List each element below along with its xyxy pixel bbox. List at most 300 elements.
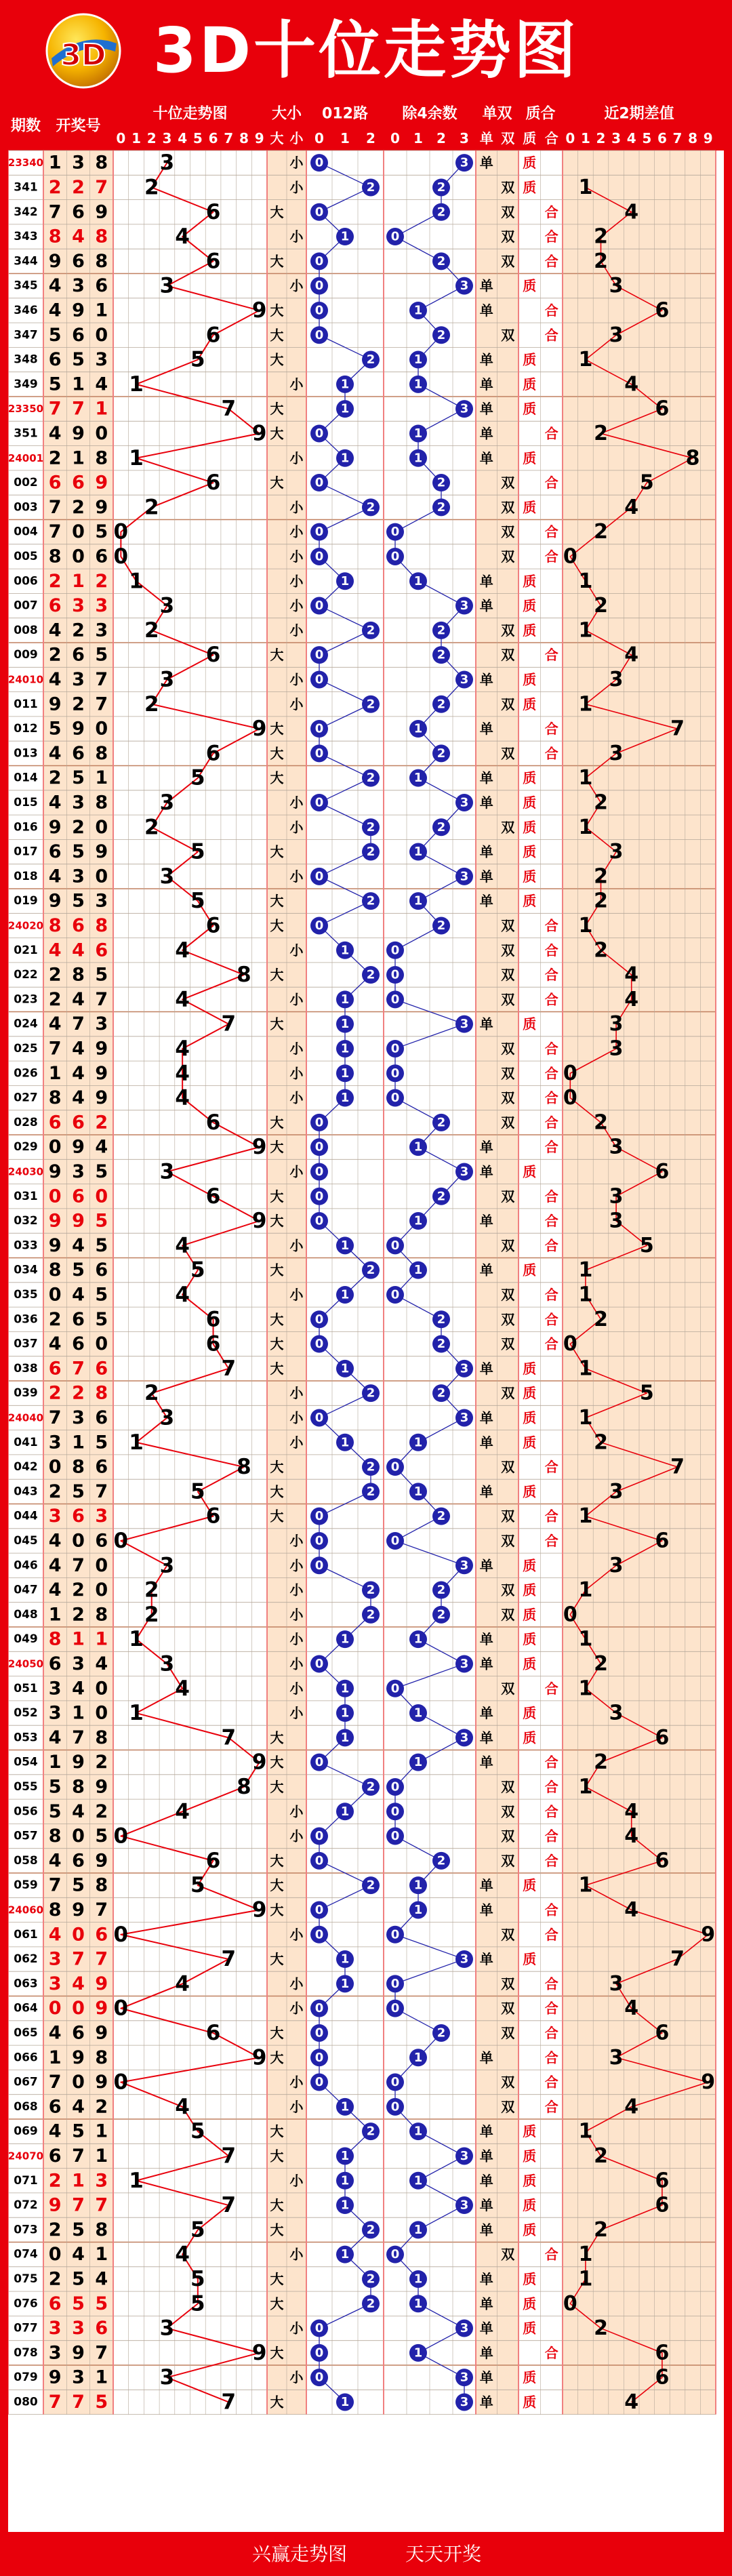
- period-label: 23350: [8, 403, 44, 416]
- route-sub-header: 2: [366, 130, 375, 146]
- tens-trend-point: 6: [205, 1184, 221, 1209]
- draw-digit: 1: [95, 398, 108, 420]
- draw-digit: 5: [72, 2120, 85, 2142]
- diff-point: 3: [609, 1184, 624, 1209]
- draw-digit: 1: [95, 767, 108, 789]
- size-mark: 大: [270, 327, 284, 344]
- diff-point: 3: [609, 1701, 624, 1725]
- period-label: 025: [14, 1041, 38, 1055]
- draw-digit: 0: [95, 1186, 108, 1207]
- composite-mark: 合: [544, 1803, 558, 1820]
- draw-digit: 4: [95, 374, 108, 395]
- draw-digit: 3: [48, 2318, 62, 2339]
- draw-digit: 0: [95, 1554, 108, 1576]
- period-label: 037: [14, 1337, 38, 1351]
- draw-digit: 0: [48, 1998, 62, 2019]
- period-label: 065: [14, 2026, 38, 2040]
- draw-digit: 1: [95, 300, 108, 321]
- draw-digit: 3: [95, 890, 108, 912]
- period-label: 007: [14, 599, 38, 613]
- diff-point: 2: [594, 224, 608, 249]
- route-ball-label: 2: [366, 1263, 375, 1278]
- tens-trend-point: 3: [159, 1553, 175, 1578]
- period-label: 009: [14, 648, 38, 662]
- draw-digit: 4: [72, 2244, 85, 2266]
- prime-mark: 质: [523, 1655, 537, 1672]
- draw-digit: 2: [48, 2219, 62, 2240]
- draw-digit: 0: [95, 1333, 108, 1355]
- size-mark: 小: [289, 1631, 304, 1648]
- tens-digit-header: 8: [239, 130, 249, 146]
- draw-digit: 8: [72, 1456, 85, 1478]
- tens-trend-point: 0: [113, 1996, 129, 2021]
- tens-trend-point: 6: [205, 249, 221, 274]
- size-mark: 小: [289, 2369, 304, 2386]
- size-mark: 大: [270, 1852, 284, 1869]
- tens-trend-point: 6: [205, 1110, 221, 1135]
- size-mark: 大: [270, 1459, 284, 1476]
- diff-point: 7: [670, 1455, 685, 1479]
- period-label: 008: [14, 623, 38, 637]
- size-mark: 大: [270, 1015, 284, 1032]
- mod4-ball-label: 0: [390, 1976, 400, 1991]
- composite-mark: 合: [544, 2000, 558, 2017]
- draw-digit: 6: [72, 1186, 85, 1207]
- size-mark: 小: [289, 1705, 304, 1722]
- draw-digit: 6: [95, 2318, 108, 2339]
- odd-even-mark: 单: [479, 302, 493, 319]
- composite-mark: 合: [544, 1065, 558, 1082]
- odd-even-mark: 双: [501, 327, 515, 344]
- odd-even-mark: 单: [479, 2123, 493, 2140]
- tens-digit-header: 9: [254, 130, 264, 146]
- diff-point: 3: [609, 840, 624, 864]
- composite-mark: 合: [544, 548, 558, 565]
- mod4-ball-label: 0: [390, 1091, 400, 1106]
- mod4-ball-label: 0: [390, 1681, 400, 1696]
- odd-even-mark: 单: [479, 1213, 493, 1230]
- diff-point: 3: [609, 1135, 624, 1159]
- route-ball-label: 0: [314, 303, 324, 318]
- odd-even-mark: 双: [501, 1459, 515, 1476]
- mod4-ball-label: 2: [436, 327, 446, 342]
- draw-digit: 8: [95, 1382, 108, 1404]
- mod4-ball-label: 2: [436, 180, 446, 195]
- draw-digit: 4: [72, 2096, 85, 2118]
- route-ball-label: 0: [314, 2346, 324, 2360]
- tens-trend-point: 4: [175, 1061, 190, 1086]
- draw-digit: 4: [48, 1530, 62, 1552]
- route-ball-label: 0: [314, 327, 324, 342]
- route-ball-label: 1: [340, 2394, 350, 2409]
- period-label: 041: [14, 1435, 38, 1449]
- draw-digit: 2: [48, 1308, 62, 1330]
- size-mark: 小: [289, 1286, 304, 1303]
- size-mark: 小: [289, 991, 304, 1008]
- tens-trend-point: 6: [205, 1307, 221, 1332]
- odd-even-mark: 单: [479, 1951, 493, 1968]
- period-label: 24060: [8, 1904, 44, 1916]
- mod4-ball-label: 2: [436, 205, 446, 220]
- period-label: 341: [14, 180, 38, 195]
- odd-even-mark: 双: [501, 523, 515, 540]
- tens-trend-point: 0: [113, 2070, 129, 2095]
- draw-digit: 2: [48, 964, 62, 986]
- draw-digit: 7: [95, 1481, 108, 1502]
- draw-digit: 4: [72, 1800, 85, 1822]
- draw-digit: 8: [95, 250, 108, 272]
- size-mark: 小: [289, 2320, 304, 2337]
- prime-mark: 质: [523, 2295, 537, 2312]
- draw-digit: 5: [72, 1481, 85, 1502]
- size-sub-header: 小: [289, 130, 304, 146]
- diff-point: 1: [578, 348, 593, 372]
- route-ball-label: 0: [314, 1164, 324, 1179]
- composite-mark: 合: [544, 991, 558, 1008]
- tens-trend-point: 3: [159, 150, 175, 176]
- diff-point: 1: [578, 692, 593, 717]
- route-ball-label: 1: [340, 1066, 350, 1081]
- tens-trend-point: 9: [251, 717, 267, 742]
- draw-digit: 7: [95, 1948, 108, 1970]
- period-label: 039: [14, 1386, 38, 1401]
- tens-trend-point: 7: [221, 2193, 237, 2218]
- size-mark: 大: [270, 1901, 284, 1918]
- composite-mark: 合: [544, 425, 558, 442]
- mod4-ball-label: 3: [460, 1410, 469, 1425]
- period-label: 016: [14, 820, 38, 834]
- diff-point: 1: [578, 569, 593, 593]
- odd-even-mark: 单: [479, 425, 493, 442]
- draw-digit: 3: [48, 1948, 62, 1970]
- diff-point: 4: [624, 200, 639, 224]
- diff-point: 6: [655, 1159, 670, 1184]
- diff-point: 2: [594, 790, 608, 815]
- route-ball-label: 2: [366, 1607, 375, 1622]
- mod4-ball-label: 3: [460, 1164, 469, 1179]
- tens-trend-point: 0: [113, 544, 129, 569]
- size-mark: 大: [270, 2197, 284, 2214]
- route-ball-label: 0: [314, 279, 324, 294]
- draw-digit: 6: [72, 1506, 85, 1527]
- prime-mark: 质: [523, 2270, 537, 2287]
- odd-even-mark: 双: [501, 1385, 515, 1402]
- draw-digit: 4: [48, 866, 62, 887]
- draw-digit: 3: [95, 349, 108, 371]
- diff-point: 9: [701, 1923, 716, 1947]
- draw-digit: 3: [72, 2318, 85, 2339]
- period-label: 058: [14, 1853, 38, 1868]
- prime-mark: 质: [523, 1385, 537, 1402]
- size-mark: 小: [289, 449, 304, 466]
- tens-digit-header: 6: [208, 130, 218, 146]
- size-mark: 大: [270, 1778, 284, 1795]
- tens-trend-point: 9: [251, 2340, 267, 2365]
- draw-digit: 2: [72, 1579, 85, 1601]
- period-label: 071: [14, 2173, 38, 2188]
- odd-even-mark: 双: [501, 967, 515, 984]
- tens-trend-point: 5: [190, 2119, 205, 2144]
- period-label: 24040: [8, 1411, 44, 1424]
- diff-point: 2: [594, 2144, 608, 2168]
- draw-digit: 7: [95, 2342, 108, 2364]
- size-mark: 小: [289, 1828, 304, 1845]
- draw-digit: 9: [48, 2367, 62, 2388]
- period-label: 24010: [8, 673, 44, 686]
- draw-digit: 2: [72, 1382, 85, 1404]
- tens-trend-point: 8: [237, 1774, 251, 1799]
- size-mark: 小: [289, 597, 304, 614]
- route-ball-label: 0: [314, 746, 324, 761]
- diff-point: 2: [594, 249, 608, 273]
- draw-digit: 3: [72, 275, 85, 297]
- diff-point: 4: [624, 495, 639, 519]
- size-mark: 大: [270, 893, 284, 910]
- mod4-ball-label: 1: [413, 1902, 423, 1917]
- tens-trend-point: 6: [205, 913, 221, 938]
- draw-digit: 4: [48, 792, 62, 813]
- size-mark: 大: [270, 2148, 284, 2165]
- draw-digit: 9: [48, 250, 62, 272]
- draw-digit: 6: [48, 2293, 62, 2314]
- draw-digit: 7: [48, 1407, 62, 1428]
- draw-digit: 8: [48, 914, 62, 936]
- draw-digit: 6: [72, 644, 85, 666]
- draw-digit: 2: [95, 1112, 108, 1133]
- draw-digit: 4: [48, 1924, 62, 1946]
- draw-digit: 6: [95, 1924, 108, 1946]
- draw-digit: 5: [95, 1284, 108, 1306]
- period-label: 052: [14, 1706, 38, 1720]
- draw-digit: 3: [95, 620, 108, 641]
- size-mark: 小: [289, 2074, 304, 2091]
- odd-even-mark: 单: [479, 2344, 493, 2361]
- route-ball-label: 2: [366, 893, 375, 908]
- route-ball-label: 0: [314, 2001, 324, 2016]
- draw-digit: 0: [48, 1136, 62, 1158]
- draw-digit: 1: [48, 1604, 62, 1626]
- tens-trend-point: 3: [159, 790, 175, 815]
- draw-digit: 8: [72, 1776, 85, 1798]
- diff-digit-header: 6: [657, 130, 667, 146]
- draw-digit: 7: [72, 1554, 85, 1576]
- period-label: 064: [14, 2001, 38, 2015]
- size-mark: 大: [270, 2024, 284, 2041]
- mod4-ball-label: 3: [460, 401, 469, 416]
- period-label: 051: [14, 1681, 38, 1695]
- period-label: 347: [14, 328, 38, 342]
- draw-digit: 5: [95, 1308, 108, 1330]
- period-label: 24001: [8, 451, 44, 464]
- odd-even-mark: 双: [501, 1335, 515, 1352]
- period-label: 056: [14, 1805, 38, 1819]
- mod4-ball-label: 0: [390, 1533, 400, 1548]
- period-label: 074: [14, 2247, 38, 2261]
- tens-trend-point: 4: [175, 1676, 190, 1701]
- composite-mark: 合: [544, 967, 558, 984]
- size-mark: 大: [270, 302, 284, 319]
- diff-point: 6: [655, 2341, 670, 2365]
- draw-digit: 5: [95, 1826, 108, 1847]
- odd-even-mark: 双: [501, 179, 515, 196]
- draw-digit: 5: [95, 964, 108, 986]
- tens-trend-point: 6: [205, 2020, 221, 2045]
- draw-digit: 7: [72, 1013, 85, 1035]
- mod4-ball-label: 2: [436, 697, 446, 712]
- mod4-ball-label: 0: [390, 2075, 400, 2090]
- route-ball-label: 2: [366, 845, 375, 860]
- odd-even-mark: 单: [479, 1163, 493, 1180]
- mod4-ball-label: 0: [390, 2247, 400, 2262]
- draw-digit: 9: [95, 1776, 108, 1798]
- draw-digit: 9: [95, 841, 108, 863]
- odd-even-mark: 单: [479, 1557, 493, 1574]
- draw-digit: 4: [72, 1038, 85, 1060]
- prime-mark: 质: [523, 1557, 537, 1574]
- tens-digit-header: 1: [131, 130, 142, 146]
- draw-digit: 8: [95, 792, 108, 813]
- mod4-ball-label: 1: [413, 2173, 423, 2188]
- diff-point: 6: [655, 1529, 670, 1553]
- draw-digit: 5: [72, 349, 85, 371]
- size-mark: 大: [270, 917, 284, 934]
- mod4-ball-label: 0: [390, 549, 400, 564]
- draw-digit: 2: [95, 1800, 108, 1822]
- tens-trend-point: 7: [221, 1947, 237, 1972]
- mod4-sub-header: 1: [413, 130, 423, 146]
- route-ball-label: 0: [314, 918, 324, 933]
- period-label: 078: [14, 2346, 38, 2360]
- tens-trend-point: 5: [190, 1479, 205, 1504]
- draw-digit: 0: [95, 324, 108, 346]
- odd-even-mark: 双: [501, 1114, 515, 1131]
- route-sub-header: 0: [314, 130, 324, 146]
- draw-digit: 3: [95, 1013, 108, 1035]
- mod4-ball-label: 1: [413, 303, 423, 318]
- draw-digit: 7: [72, 2391, 85, 2413]
- draw-digit: 9: [95, 2072, 108, 2093]
- tens-trend-point: 1: [129, 445, 144, 470]
- draw-digit: 9: [72, 1899, 85, 1920]
- draw-digit: 9: [95, 1038, 108, 1060]
- draw-digit: 6: [48, 1112, 62, 1133]
- draw-digit: 3: [72, 152, 85, 174]
- period-label: 351: [14, 426, 38, 441]
- period-label: 027: [14, 1091, 38, 1105]
- mod4-ball-label: 1: [413, 2222, 423, 2237]
- draw-digit: 4: [48, 742, 62, 764]
- mod4-ball-label: 2: [436, 1583, 446, 1598]
- draw-digit: 1: [72, 570, 85, 592]
- tens-trend-point: 2: [144, 815, 159, 840]
- header-per: 期数: [10, 117, 41, 135]
- draw-digit: 4: [48, 668, 62, 690]
- mod4-ball-label: 3: [460, 279, 469, 294]
- diff-point: 4: [624, 1897, 639, 1922]
- route-ball-label: 1: [340, 992, 350, 1007]
- draw-digit: 6: [72, 1112, 85, 1133]
- mod4-ball-label: 2: [436, 1607, 446, 1622]
- mod4-ball-label: 2: [436, 820, 446, 834]
- size-mark: 大: [270, 1877, 284, 1894]
- draw-digit: 8: [48, 1087, 62, 1109]
- prime-mark: 质: [523, 2369, 537, 2386]
- diff-point: 4: [624, 1799, 639, 1824]
- draw-digit: 3: [48, 2342, 62, 2364]
- period-label: 021: [14, 943, 38, 957]
- draw-digit: 7: [48, 1038, 62, 1060]
- prime-mark: 质: [523, 893, 537, 910]
- tens-trend-point: 2: [144, 175, 159, 200]
- mod4-ball-label: 1: [413, 2272, 423, 2287]
- mod4-ball-label: 1: [413, 2050, 423, 2065]
- composite-mark: 合: [544, 1237, 558, 1254]
- draw-digit: 5: [95, 1234, 108, 1256]
- period-label: 348: [14, 353, 38, 367]
- prime-mark: 质: [523, 1877, 537, 1894]
- odd-even-mark: 单: [479, 573, 493, 590]
- size-mark: 小: [289, 1434, 304, 1451]
- odd-even-mark: 双: [501, 2246, 515, 2263]
- route-ball-label: 0: [314, 869, 324, 884]
- mod4-ball-label: 2: [436, 1312, 446, 1327]
- route-ball-label: 0: [314, 1853, 324, 1868]
- diff-point: 1: [578, 175, 593, 199]
- draw-digit: 0: [48, 1456, 62, 1478]
- diff-point: 2: [594, 1307, 608, 1331]
- header-diff: 近2期差值: [604, 105, 674, 123]
- draw-digit: 6: [48, 841, 62, 863]
- draw-digit: 7: [72, 1727, 85, 1748]
- draw-digit: 4: [72, 1087, 85, 1109]
- route-ball-label: 0: [314, 549, 324, 564]
- period-label: 038: [14, 1361, 38, 1375]
- mod4-ball-label: 0: [390, 1238, 400, 1253]
- draw-digit: 2: [72, 496, 85, 518]
- route-ball-label: 2: [366, 1583, 375, 1598]
- composite-mark: 合: [544, 1213, 558, 1230]
- diff-point: 0: [563, 1603, 577, 1627]
- draw-digit: 6: [95, 1456, 108, 1478]
- draw-digit: 1: [95, 2367, 108, 2388]
- size-sub-header: 大: [270, 130, 284, 146]
- route-ball-label: 2: [366, 2272, 375, 2287]
- prime-mark: 质: [523, 179, 537, 196]
- period-label: 006: [14, 574, 38, 588]
- size-mark: 小: [289, 573, 304, 590]
- draw-digit: 5: [72, 2268, 85, 2290]
- mod4-ball-label: 0: [390, 943, 400, 958]
- draw-digit: 6: [95, 1260, 108, 1281]
- route-sub-header: 1: [340, 130, 350, 146]
- prime-mark: 质: [523, 843, 537, 860]
- draw-digit: 1: [72, 374, 85, 395]
- period-label: 013: [14, 746, 38, 761]
- prime-mark: 质: [523, 2394, 537, 2411]
- size-mark: 小: [289, 548, 304, 565]
- composite-mark: 合: [544, 1754, 558, 1771]
- diff-point: 1: [578, 913, 593, 938]
- mod4-ball-label: 1: [413, 1140, 423, 1154]
- draw-digit: 9: [72, 422, 85, 444]
- tens-trend-point: 5: [190, 1257, 205, 1283]
- draw-digit: 7: [72, 1358, 85, 1380]
- size-mark: 小: [289, 671, 304, 688]
- draw-digit: 4: [72, 226, 85, 247]
- footer-left-text: 兴赢走势图: [252, 2543, 348, 2565]
- size-mark: 小: [289, 1926, 304, 1943]
- period-label: 053: [14, 1731, 38, 1745]
